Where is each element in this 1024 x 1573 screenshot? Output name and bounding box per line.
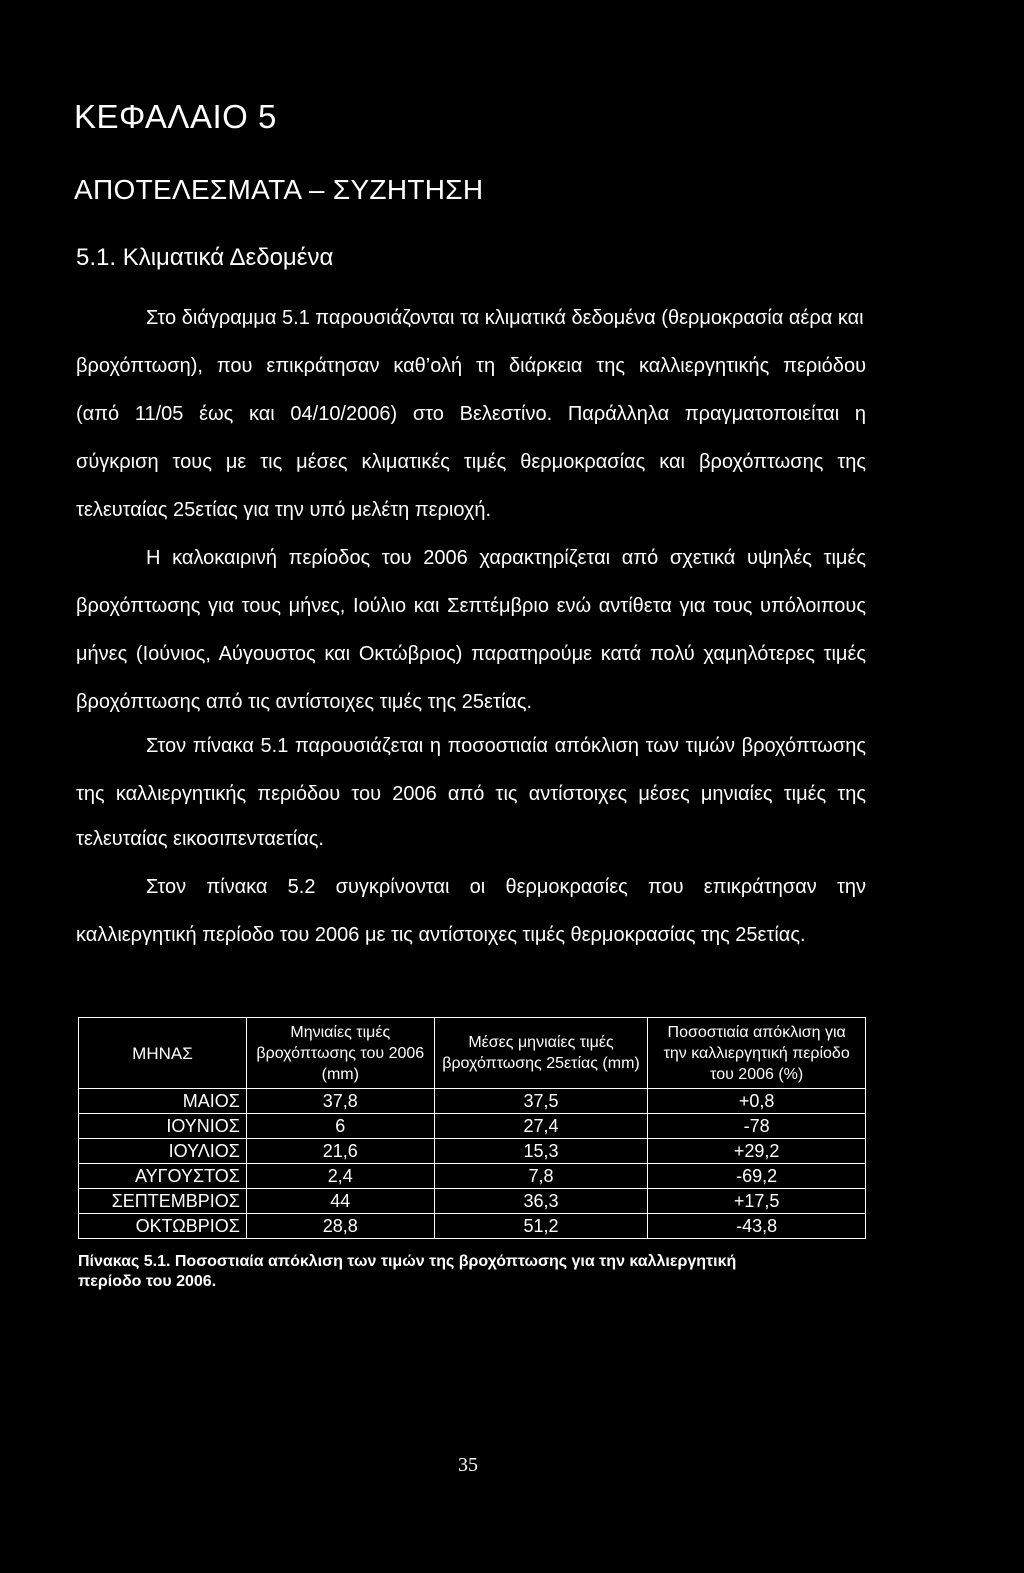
- table-caption-line-1: Πίνακας 5.1. Ποσοστιαία απόκλιση των τιμών της βροχόπτωσης για την καλλιεργητική: [78, 1253, 737, 1270]
- rainfall-table: [78, 1017, 866, 1239]
- cell-deviation: -78: [648, 1114, 866, 1139]
- cell-monthly-2006: 37,8: [246, 1089, 434, 1114]
- para2-line-3: μήνες (Ιούνιος, Αύγουστος και Οκτώβριος) παρατηρούμε κατά πολύ χαμηλότερες τιμές: [76, 643, 866, 665]
- cell-month: ΣΕΠΤΕΜΒΡΙΟΣ: [79, 1189, 247, 1214]
- cell-average-25y: 7,8: [434, 1164, 648, 1189]
- table-caption-line-2: περίοδο του 2006.: [78, 1273, 217, 1290]
- para2-line-1: Η καλοκαιρινή περίοδος του 2006 χαρακτηρίζεται από σχετικά υψηλές τιμές: [146, 547, 866, 569]
- cell-average-25y: 37,5: [434, 1089, 648, 1114]
- para3-line-1: Στον πίνακα 5.1 παρουσιάζεται η ποσοστιαία απόκλιση των τιμών βροχόπτωσης: [146, 735, 866, 757]
- cell-deviation: -69,2: [648, 1164, 866, 1189]
- header-deviation: Ποσοστιαία απόκλιση για την καλλιεργητική περίοδο του 2006 (%): [648, 1018, 866, 1089]
- chapter-heading: ΚΕΦΑΛΑΙΟ 5: [74, 98, 277, 135]
- para1-line-1: Στο διάγραμμα 5.1 παρουσιάζονται τα κλιματικά δεδομένα (θερμοκρασία αέρα και: [146, 307, 864, 329]
- cell-monthly-2006: 2,4: [246, 1164, 434, 1189]
- cell-month: ΜΑΙΟΣ: [79, 1089, 247, 1114]
- header-monthly-2006: Μηνιαίες τιμές βροχόπτωσης του 2006 (mm): [246, 1018, 434, 1089]
- cell-monthly-2006: 28,8: [246, 1214, 434, 1239]
- cell-deviation: -43,8: [648, 1214, 866, 1239]
- table-row: [79, 1089, 866, 1114]
- cell-month: ΑΥΓΟΥΣΤΟΣ: [79, 1164, 247, 1189]
- para1-line-5: τελευταίας 25ετίας για την υπό μελέτη περιοχή.: [76, 499, 492, 521]
- table-row: [79, 1164, 866, 1189]
- page-number: 35: [458, 1454, 478, 1476]
- para1-line-4: σύγκριση τους με τις μέσες κλιματικές τιμές θερμοκρασίας και βροχόπτωσης της: [76, 451, 866, 473]
- table-row: [79, 1214, 866, 1239]
- para4-line-1: Στον πίνακα 5.2 συγκρίνονται οι θερμοκρασίες που επικράτησαν την: [146, 876, 866, 898]
- section-heading: 5.1. Κλιματικά Δεδομένα: [76, 244, 334, 271]
- cell-deviation: +29,2: [648, 1139, 866, 1164]
- para1-line-3: (από 11/05 έως και 04/10/2006) στο Βελεστίνο. Παράλληλα πραγματοποιείται η: [76, 403, 866, 425]
- cell-monthly-2006: 6: [246, 1114, 434, 1139]
- para1-line-2: βροχόπτωση), που επικράτησαν καθ’ολή τη διάρκεια της καλλιεργητικής περιόδου: [76, 355, 866, 377]
- table-row: [79, 1189, 866, 1214]
- cell-monthly-2006: 21,6: [246, 1139, 434, 1164]
- para3-line-2: της καλλιεργητικής περιόδου του 2006 από τις αντίστοιχες μέσες μηνιαίες τιμές της: [76, 783, 866, 805]
- chapter-title: ΑΠΟΤΕΛΕΣΜΑΤΑ – ΣΥΖΗΤΗΣΗ: [74, 174, 484, 205]
- para3-line-3: τελευταίας εικοσιπενταετίας.: [76, 828, 324, 850]
- table-row: [79, 1139, 866, 1164]
- cell-average-25y: 27,4: [434, 1114, 648, 1139]
- para2-line-4: βροχόπτωσης από τις αντίστοιχες τιμές της 25ετίας.: [76, 691, 533, 713]
- cell-average-25y: 51,2: [434, 1214, 648, 1239]
- cell-deviation: +0,8: [648, 1089, 866, 1114]
- cell-month: ΙΟΥΝΙΟΣ: [79, 1114, 247, 1139]
- cell-monthly-2006: 44: [246, 1189, 434, 1214]
- header-average-25y: Μέσες μηνιαίες τιμές βροχόπτωσης 25ετίας (mm): [434, 1018, 648, 1089]
- para2-line-2: βροχόπτωσης για τους μήνες, Ιούλιο και Σεπτέμβριο ενώ αντίθετα για τους υπόλοιπους: [76, 595, 866, 617]
- cell-month: ΙΟΥΛΙΟΣ: [79, 1139, 247, 1164]
- cell-average-25y: 36,3: [434, 1189, 648, 1214]
- cell-month: ΟΚΤΩΒΡΙΟΣ: [79, 1214, 247, 1239]
- cell-deviation: +17,5: [648, 1189, 866, 1214]
- cell-average-25y: 15,3: [434, 1139, 648, 1164]
- table-row: [79, 1114, 866, 1139]
- para4-line-2: καλλιεργητική περίοδο του 2006 με τις αντίστοιχες τιμές θερμοκρασίας της 25ετίας.: [76, 924, 806, 946]
- table-header-row: [79, 1018, 866, 1089]
- header-month: ΜΗΝΑΣ: [79, 1018, 247, 1089]
